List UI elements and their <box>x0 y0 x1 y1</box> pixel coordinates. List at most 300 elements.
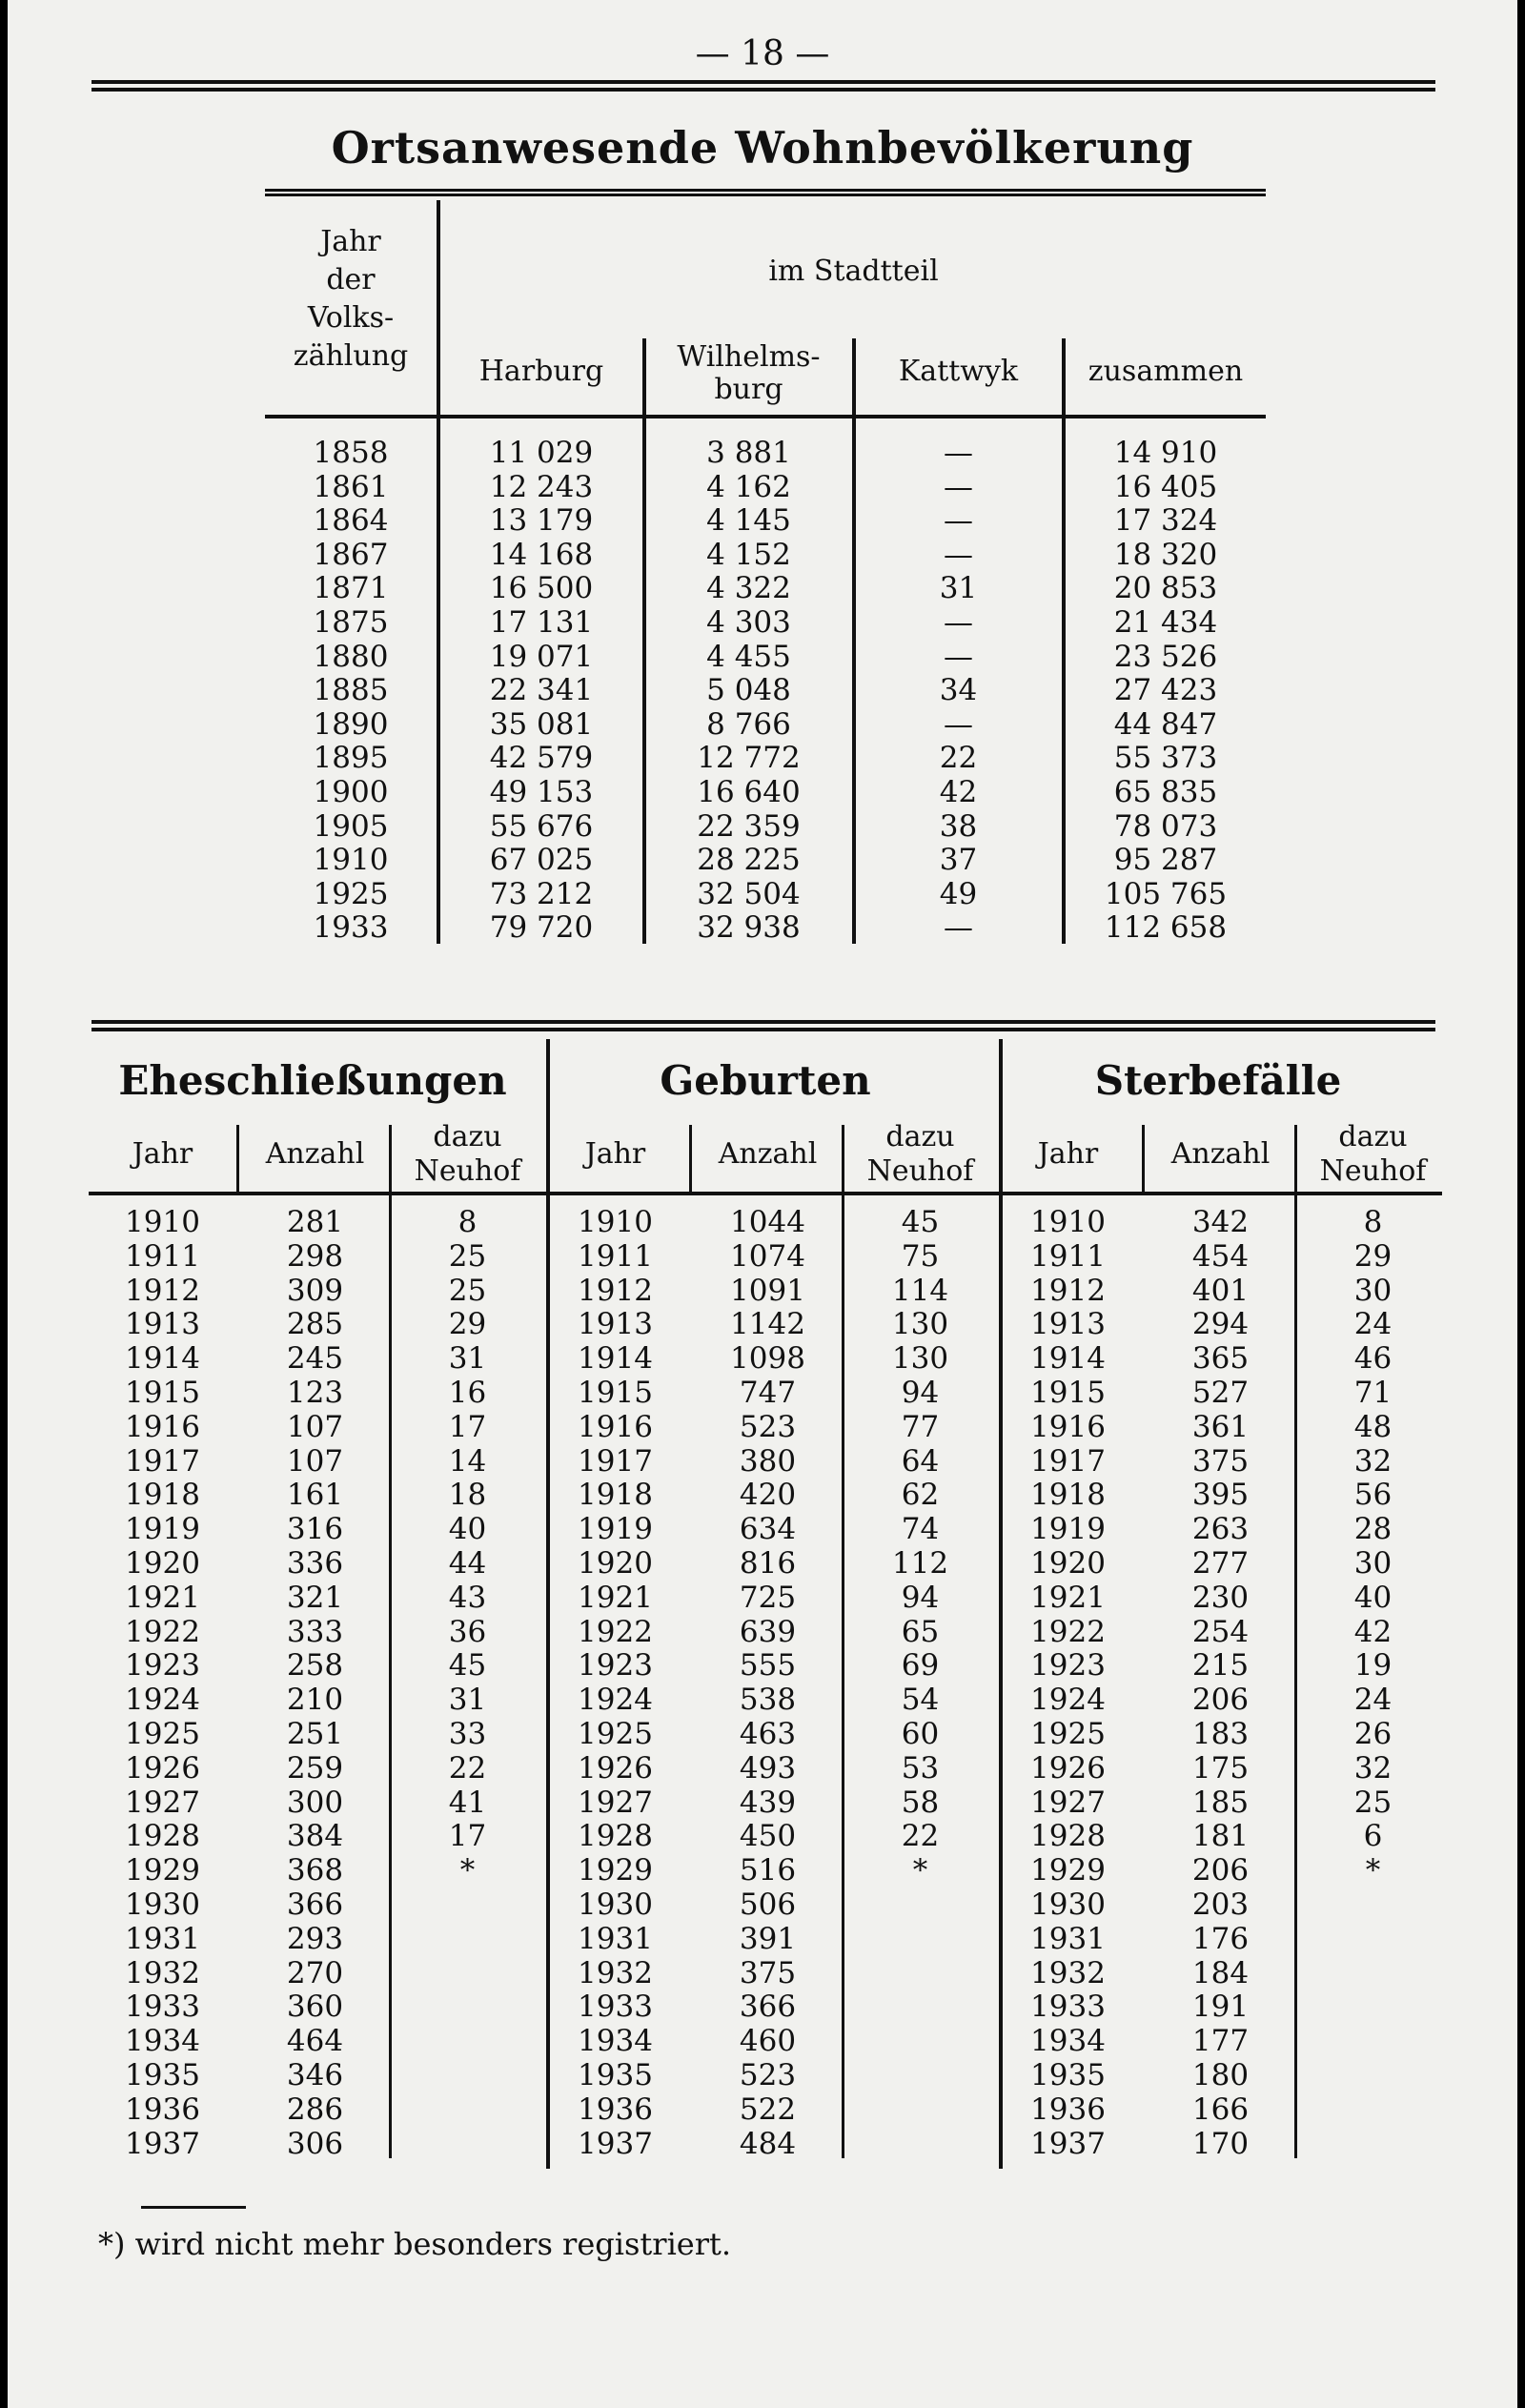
neuhof-cell: 30 <box>1353 1273 1393 1308</box>
neuhof-cell: 6 <box>1363 1819 1383 1854</box>
neuhof-cell: 31 <box>448 1683 487 1718</box>
column-divider <box>236 1125 239 1192</box>
count-cell: 380 <box>739 1443 797 1479</box>
header-rule <box>89 1192 1442 1195</box>
year-cell: 1885 <box>313 673 389 708</box>
count-cell: 460 <box>739 2024 797 2059</box>
neuhof-cell: 43 <box>448 1580 487 1615</box>
count-cell: 506 <box>739 1888 797 1922</box>
year-cell: 1931 <box>578 1921 653 1956</box>
year-header: Jahr der Volks- zählung <box>293 225 409 373</box>
kattwyk-cell: 31 <box>939 571 978 606</box>
table-row <box>265 674 1266 708</box>
year-cell: 1927 <box>1030 1785 1106 1820</box>
year-cell: 1933 <box>578 1990 653 2025</box>
year-cell: 1916 <box>1030 1409 1106 1444</box>
year-cell: 1911 <box>578 1238 653 1274</box>
table-row <box>89 1275 1442 1309</box>
year-cell: 1867 <box>313 537 389 572</box>
wilhelmsburg-cell: 4 322 <box>706 571 791 606</box>
year-header: Jahr <box>132 1137 193 1171</box>
count-cell: 107 <box>286 1409 344 1444</box>
total-cell: 20 853 <box>1113 571 1218 606</box>
year-cell: 1934 <box>125 2024 200 2059</box>
count-cell: 281 <box>286 1205 344 1239</box>
count-cell: 316 <box>286 1512 344 1547</box>
year-cell: 1922 <box>125 1614 200 1649</box>
year-cell: 1934 <box>1030 2024 1106 2059</box>
neuhof-cell: 36 <box>448 1614 487 1649</box>
neuhof-cell: 18 <box>448 1478 487 1513</box>
year-cell: 1914 <box>578 1341 653 1377</box>
year-cell: 1923 <box>1030 1648 1106 1684</box>
table-row <box>265 911 1266 946</box>
count-header: Anzahl <box>1170 1137 1271 1171</box>
population-table <box>265 200 1266 946</box>
neuhof-header: dazu Neuhof <box>866 1120 974 1188</box>
neuhof-cell: 112 <box>891 1546 949 1581</box>
year-cell: 1915 <box>1030 1376 1106 1410</box>
table-row <box>89 1752 1442 1786</box>
column-divider <box>1294 1125 1297 1192</box>
count-cell: 391 <box>739 1921 797 1956</box>
count-cell: 107 <box>286 1443 344 1479</box>
year-cell: 1918 <box>125 1478 200 1513</box>
count-cell: 1091 <box>730 1273 805 1308</box>
neuhof-cell: 75 <box>901 1238 940 1274</box>
table-row <box>265 606 1266 641</box>
count-cell: 210 <box>286 1683 344 1718</box>
total-cell: 18 320 <box>1113 537 1218 572</box>
col-wilhelmsburg-header: Wilhelms- burg <box>677 340 821 406</box>
neuhof-cell: 17 <box>448 1409 487 1444</box>
year-cell: 1910 <box>125 1205 200 1239</box>
wilhelmsburg-cell: 12 772 <box>697 741 801 776</box>
count-cell: 555 <box>739 1648 797 1684</box>
total-cell: 105 765 <box>1104 876 1228 911</box>
table-row <box>89 1649 1442 1684</box>
year-cell: 1931 <box>1030 1921 1106 1956</box>
total-cell: 17 324 <box>1113 503 1218 539</box>
count-cell: 306 <box>286 2126 344 2161</box>
count-cell: 342 <box>1191 1205 1250 1239</box>
count-cell: 298 <box>286 1238 344 1274</box>
count-cell: 725 <box>739 1580 797 1615</box>
neuhof-cell: 48 <box>1353 1409 1393 1444</box>
year-cell: 1923 <box>578 1648 653 1684</box>
neuhof-cell: 22 <box>901 1819 940 1854</box>
neuhof-cell: 71 <box>1353 1376 1393 1410</box>
year-cell: 1914 <box>125 1341 200 1377</box>
neuhof-cell: 130 <box>891 1307 949 1342</box>
year-cell: 1937 <box>1030 2126 1106 2161</box>
table-row <box>89 2093 1442 2128</box>
kattwyk-cell: — <box>944 706 973 742</box>
count-cell: 293 <box>286 1921 344 1956</box>
year-cell: 1900 <box>313 775 389 809</box>
neuhof-cell: 64 <box>901 1443 940 1479</box>
year-cell: 1905 <box>313 808 389 844</box>
neuhof-cell: 17 <box>448 1819 487 1854</box>
harburg-cell: 55 676 <box>489 808 594 844</box>
year-cell: 1930 <box>125 1888 200 1922</box>
count-cell: 170 <box>1191 2126 1250 2161</box>
total-cell: 55 373 <box>1113 741 1218 776</box>
col-zusammen-header: zusammen <box>1088 355 1244 388</box>
neuhof-cell: 40 <box>1353 1580 1393 1615</box>
table-row <box>89 1888 1442 1923</box>
wilhelmsburg-cell: 32 938 <box>697 910 801 946</box>
table-row <box>89 1820 1442 1854</box>
table-row <box>89 1479 1442 1513</box>
page <box>8 0 1517 2408</box>
year-cell: 1875 <box>313 605 389 640</box>
year-cell: 1926 <box>1030 1750 1106 1786</box>
year-cell: 1920 <box>578 1546 653 1581</box>
neuhof-cell: * <box>459 1853 476 1888</box>
year-cell: 1916 <box>125 1409 200 1444</box>
harburg-cell: 16 500 <box>489 571 594 606</box>
count-cell: 493 <box>739 1750 797 1786</box>
count-cell: 420 <box>739 1478 797 1513</box>
count-cell: 361 <box>1191 1409 1250 1444</box>
kattwyk-cell: 49 <box>939 876 978 911</box>
year-cell: 1925 <box>578 1717 653 1751</box>
table-row <box>265 471 1266 505</box>
table-row <box>89 1616 1442 1650</box>
year-cell: 1910 <box>578 1205 653 1239</box>
table-row <box>89 1342 1442 1377</box>
count-cell: 527 <box>1191 1376 1250 1410</box>
year-cell: 1890 <box>313 706 389 742</box>
year-cell: 1895 <box>313 741 389 776</box>
year-cell: 1930 <box>578 1888 653 1922</box>
neuhof-cell: * <box>1365 1853 1381 1888</box>
column-divider <box>842 1125 844 1192</box>
population-title: Ortsanwesende Wohnbevölkerung <box>331 122 1194 173</box>
table-row <box>89 1308 1442 1342</box>
page-number: — 18 — <box>695 34 830 73</box>
count-cell: 336 <box>286 1546 344 1581</box>
harburg-cell: 19 071 <box>489 639 594 674</box>
count-cell: 333 <box>286 1614 344 1649</box>
count-cell: 321 <box>286 1580 344 1615</box>
count-cell: 346 <box>286 2058 344 2092</box>
kattwyk-cell: — <box>944 436 973 470</box>
year-cell: 1916 <box>578 1409 653 1444</box>
year-cell: 1928 <box>1030 1819 1106 1854</box>
neuhof-cell: 60 <box>901 1717 940 1751</box>
year-cell: 1929 <box>125 1853 200 1888</box>
year-cell: 1920 <box>1030 1546 1106 1581</box>
table-row <box>89 1990 1442 2025</box>
neuhof-cell: 19 <box>1353 1648 1393 1684</box>
year-cell: 1911 <box>1030 1238 1106 1274</box>
wilhelmsburg-cell: 5 048 <box>706 673 791 708</box>
table-row <box>265 708 1266 743</box>
kattwyk-cell: — <box>944 910 973 946</box>
neuhof-cell: 29 <box>1353 1238 1393 1274</box>
count-cell: 484 <box>739 2126 797 2161</box>
year-header: Jahr <box>584 1137 646 1171</box>
year-cell: 1935 <box>1030 2058 1106 2092</box>
table-row <box>265 504 1266 539</box>
wilhelmsburg-cell: 4 303 <box>706 605 791 640</box>
year-cell: 1936 <box>125 2092 200 2127</box>
harburg-cell: 14 168 <box>489 537 594 572</box>
table-row <box>265 572 1266 606</box>
count-cell: 300 <box>286 1785 344 1820</box>
table-row <box>265 878 1266 912</box>
neuhof-cell: 94 <box>901 1376 940 1410</box>
neuhof-cell: 56 <box>1353 1478 1393 1513</box>
harburg-cell: 12 243 <box>489 469 594 504</box>
neuhof-cell: 8 <box>1363 1205 1383 1239</box>
year-cell: 1915 <box>125 1376 200 1410</box>
year-cell: 1921 <box>1030 1580 1106 1615</box>
year-cell: 1925 <box>125 1717 200 1751</box>
year-cell: 1914 <box>1030 1341 1106 1377</box>
marriages-title: Eheschließungen <box>118 1057 507 1104</box>
count-cell: 166 <box>1191 2092 1250 2127</box>
year-cell: 1932 <box>125 1955 200 1990</box>
wilhelmsburg-cell: 8 766 <box>706 706 791 742</box>
table-row <box>265 742 1266 776</box>
neuhof-cell: 25 <box>1353 1785 1393 1820</box>
year-cell: 1932 <box>578 1955 653 1990</box>
population-header <box>265 200 1266 418</box>
neuhof-cell: 45 <box>901 1205 940 1239</box>
year-cell: 1921 <box>125 1580 200 1615</box>
neuhof-cell: 22 <box>448 1750 487 1786</box>
neuhof-cell: 16 <box>448 1376 487 1410</box>
neuhof-cell: 25 <box>448 1238 487 1274</box>
neuhof-header: dazu Neuhof <box>414 1120 521 1188</box>
kattwyk-cell: 38 <box>939 808 978 844</box>
count-cell: 245 <box>286 1341 344 1377</box>
table-row <box>89 1206 1442 1240</box>
year-cell: 1871 <box>313 571 389 606</box>
section-rule <box>92 1020 1435 1031</box>
count-cell: 184 <box>1191 1955 1250 1990</box>
births-title: Geburten <box>660 1057 871 1104</box>
harburg-cell: 42 579 <box>489 741 594 776</box>
neuhof-cell: 8 <box>458 1205 478 1239</box>
neuhof-cell: 40 <box>448 1512 487 1547</box>
kattwyk-cell: 42 <box>939 775 978 809</box>
year-cell: 1918 <box>578 1478 653 1513</box>
neuhof-cell: 24 <box>1353 1307 1393 1342</box>
neuhof-cell: 69 <box>901 1648 940 1684</box>
year-cell: 1924 <box>1030 1683 1106 1718</box>
column-divider <box>689 1125 692 1192</box>
total-cell: 21 434 <box>1113 605 1218 640</box>
year-cell: 1927 <box>125 1785 200 1820</box>
table-row <box>265 776 1266 810</box>
wilhelmsburg-cell: 4 152 <box>706 537 791 572</box>
year-cell: 1933 <box>125 1990 200 2025</box>
wilhelmsburg-cell: 3 881 <box>706 436 791 470</box>
year-cell: 1933 <box>313 910 389 946</box>
count-cell: 454 <box>1191 1238 1250 1274</box>
table-row <box>89 2128 1442 2162</box>
count-cell: 1098 <box>730 1341 805 1377</box>
count-cell: 277 <box>1191 1546 1250 1581</box>
deaths-title: Sterbefälle <box>1094 1057 1342 1104</box>
harburg-cell: 22 341 <box>489 673 594 708</box>
count-cell: 747 <box>739 1376 797 1410</box>
count-cell: 464 <box>286 2024 344 2059</box>
count-cell: 816 <box>739 1546 797 1581</box>
neuhof-cell: 31 <box>448 1341 487 1377</box>
year-cell: 1910 <box>1030 1205 1106 1239</box>
year-cell: 1925 <box>313 876 389 911</box>
year-cell: 1929 <box>578 1853 653 1888</box>
year-cell: 1926 <box>578 1750 653 1786</box>
count-cell: 294 <box>1191 1307 1250 1342</box>
kattwyk-cell: — <box>944 469 973 504</box>
total-cell: 14 910 <box>1113 436 1218 470</box>
year-cell: 1918 <box>1030 1478 1106 1513</box>
count-cell: 263 <box>1191 1512 1250 1547</box>
year-cell: 1917 <box>578 1443 653 1479</box>
neuhof-cell: 54 <box>901 1683 940 1718</box>
count-cell: 1074 <box>730 1238 805 1274</box>
neuhof-cell: 46 <box>1353 1341 1393 1377</box>
total-cell: 27 423 <box>1113 673 1218 708</box>
count-cell: 463 <box>739 1717 797 1751</box>
neuhof-cell: 74 <box>901 1512 940 1547</box>
count-cell: 523 <box>739 2058 797 2092</box>
wilhelmsburg-cell: 32 504 <box>697 876 801 911</box>
year-cell: 1934 <box>578 2024 653 2059</box>
count-cell: 395 <box>1191 1478 1250 1513</box>
count-cell: 634 <box>739 1512 797 1547</box>
count-cell: 384 <box>286 1819 344 1854</box>
col-kattwyk-header: Kattwyk <box>898 355 1019 388</box>
harburg-cell: 17 131 <box>489 605 594 640</box>
count-cell: 1044 <box>730 1205 805 1239</box>
group-header: im Stadtteil <box>768 255 939 288</box>
population-title-rule <box>265 189 1266 196</box>
table-row <box>265 844 1266 878</box>
count-cell: 401 <box>1191 1273 1250 1308</box>
harburg-cell: 35 081 <box>489 706 594 742</box>
table-row <box>89 1513 1442 1547</box>
year-cell: 1920 <box>125 1546 200 1581</box>
count-cell: 203 <box>1191 1888 1250 1922</box>
year-cell: 1924 <box>125 1683 200 1718</box>
footnote-rule <box>141 2206 246 2209</box>
table-row <box>89 1582 1442 1616</box>
harburg-cell: 13 179 <box>489 503 594 539</box>
kattwyk-cell: — <box>944 605 973 640</box>
count-cell: 259 <box>286 1750 344 1786</box>
year-cell: 1864 <box>313 503 389 539</box>
year-cell: 1933 <box>1030 1990 1106 2025</box>
year-cell: 1858 <box>313 436 389 470</box>
count-cell: 439 <box>739 1785 797 1820</box>
count-cell: 368 <box>286 1853 344 1888</box>
neuhof-cell: 26 <box>1353 1717 1393 1751</box>
table-row <box>89 1718 1442 1752</box>
neuhof-cell: 28 <box>1353 1512 1393 1547</box>
harburg-cell: 67 025 <box>489 843 594 878</box>
table-row <box>89 1854 1442 1888</box>
year-cell: 1928 <box>125 1819 200 1854</box>
neuhof-cell: 114 <box>891 1273 949 1308</box>
count-cell: 181 <box>1191 1819 1250 1854</box>
count-cell: 161 <box>286 1478 344 1513</box>
neuhof-header: dazu Neuhof <box>1319 1120 1427 1188</box>
count-cell: 366 <box>286 1888 344 1922</box>
year-header: Jahr <box>1037 1137 1099 1171</box>
harburg-cell: 73 212 <box>489 876 594 911</box>
neuhof-cell: 32 <box>1353 1443 1393 1479</box>
table-row <box>265 641 1266 675</box>
year-cell: 1931 <box>125 1921 200 1956</box>
count-cell: 123 <box>286 1376 344 1410</box>
harburg-cell: 79 720 <box>489 910 594 946</box>
table-row <box>89 2025 1442 2059</box>
year-cell: 1930 <box>1030 1888 1106 1922</box>
neuhof-cell: 14 <box>448 1443 487 1479</box>
neuhof-cell: 30 <box>1353 1546 1393 1581</box>
table-row <box>89 1377 1442 1411</box>
total-cell: 16 405 <box>1113 469 1218 504</box>
year-cell: 1911 <box>125 1238 200 1274</box>
count-cell: 365 <box>1191 1341 1250 1377</box>
count-cell: 286 <box>286 2092 344 2127</box>
count-cell: 230 <box>1191 1580 1250 1615</box>
year-cell: 1919 <box>125 1512 200 1547</box>
year-cell: 1919 <box>1030 1512 1106 1547</box>
col-harburg-header: Harburg <box>478 355 604 388</box>
count-cell: 251 <box>286 1717 344 1751</box>
neuhof-cell: 24 <box>1353 1683 1393 1718</box>
count-cell: 175 <box>1191 1750 1250 1786</box>
neuhof-cell: 44 <box>448 1546 487 1581</box>
table-row <box>89 1923 1442 1957</box>
table-row <box>89 1445 1442 1479</box>
kattwyk-cell: — <box>944 537 973 572</box>
table-row <box>265 539 1266 573</box>
year-cell: 1861 <box>313 469 389 504</box>
count-cell: 215 <box>1191 1648 1250 1684</box>
table-row <box>265 810 1266 845</box>
year-cell: 1929 <box>1030 1853 1106 1888</box>
neuhof-cell: 65 <box>901 1614 940 1649</box>
table-row <box>89 1240 1442 1275</box>
wilhelmsburg-cell: 4 455 <box>706 639 791 674</box>
count-cell: 1142 <box>730 1307 805 1342</box>
count-cell: 523 <box>739 1409 797 1444</box>
count-cell: 360 <box>286 1990 344 2025</box>
year-cell: 1936 <box>1030 2092 1106 2127</box>
year-cell: 1922 <box>1030 1614 1106 1649</box>
year-cell: 1932 <box>1030 1955 1106 1990</box>
neuhof-cell: 58 <box>901 1785 940 1820</box>
harburg-cell: 11 029 <box>489 436 594 470</box>
table-row <box>89 1411 1442 1445</box>
year-cell: 1927 <box>578 1785 653 1820</box>
year-cell: 1880 <box>313 639 389 674</box>
kattwyk-cell: — <box>944 503 973 539</box>
count-cell: 309 <box>286 1273 344 1308</box>
total-cell: 65 835 <box>1113 775 1218 809</box>
count-cell: 185 <box>1191 1785 1250 1820</box>
year-cell: 1917 <box>1030 1443 1106 1479</box>
